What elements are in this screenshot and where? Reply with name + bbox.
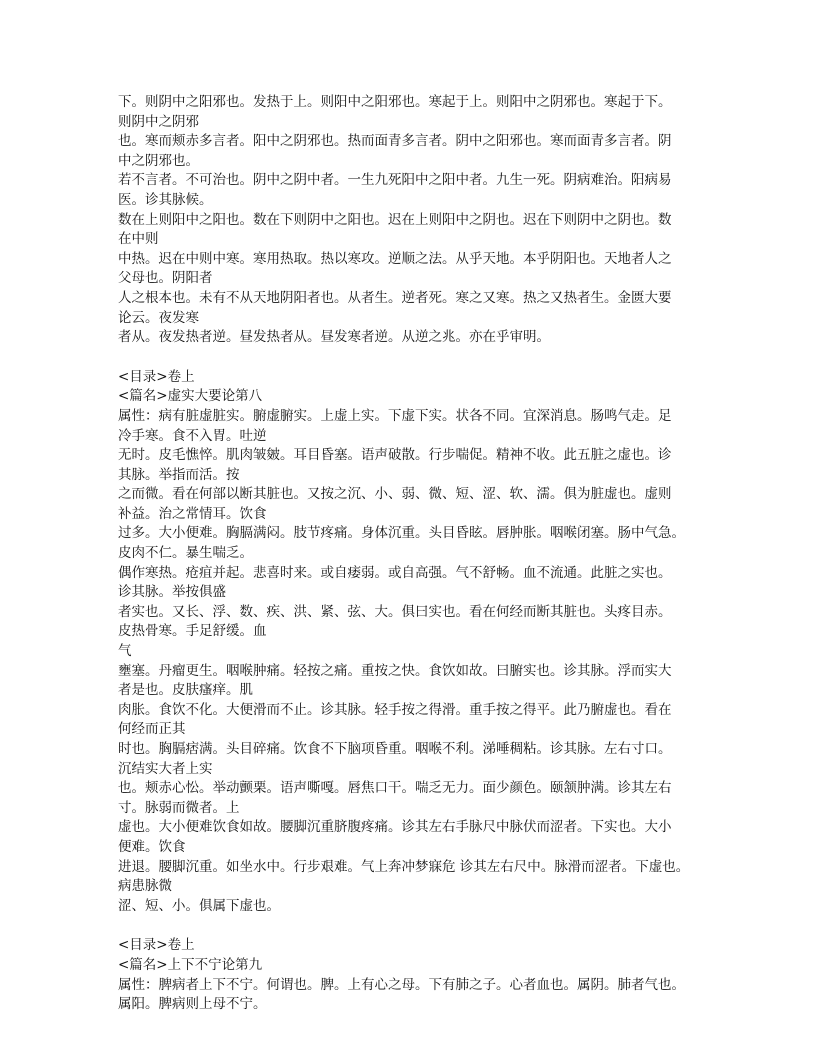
text-line: 壅塞。丹瘤更生。咽喉肿痛。轻按之痛。重按之快。食饮如故。曰腑实也。诊其脉。浮而实大 [118,662,672,679]
chapter-heading: <篇名>虚实大要论第八 [118,388,263,405]
text-line: 无时。皮毛憔悴。肌肉皱皴。耳目昏塞。语声破散。行步喘促。精神不收。此五脏之虚也。诊 [118,447,672,464]
text-line: 偶作寒热。疮疽并起。悲喜时来。或自痿弱。或自高强。气不舒畅。血不流通。此脏之实也。 [118,564,672,581]
text-line: 人之根本也。未有不从天地阴阳者也。从者生。逆者死。寒之又寒。热之又热者生。金匮大要 [118,289,672,306]
text-line: 皮热骨寒。手足舒缓。血 [118,623,267,640]
chapter-heading: <篇名>上下不宁论第九 [118,956,263,973]
text-line: 也。颊赤心忪。举动颤栗。语声嘶嘎。唇焦口干。喘乏无力。面少颜色。颐颔肿满。诊其左右 [118,780,672,797]
text-block-2 [118,368,702,917]
text-line: 肉胀。食饮不化。大便滑而不止。诊其脉。轻手按之得滑。重手按之得平。此乃腑虚也。看在 [118,701,672,718]
text-line: 中之阴邪也。 [118,152,199,169]
text-block-3 [118,936,702,1014]
text-line: 属阳。脾病则上母不宁。 [118,996,267,1013]
text-line: 冷手寒。食不入胃。吐逆 [118,427,267,444]
text-line: 过多。大小便难。胸膈满闷。肢节疼痛。身体沉重。头目昏眩。唇肿胀。咽喉闭塞。肠中气急。 [118,525,685,542]
text-line: 论云。夜发寒 [118,309,199,326]
text-line: 便难。饮食 [118,838,186,855]
text-line: 进退。腰脚沉重。如坐水中。行步艰难。气上奔冲梦寐危 诊其左右尺中。脉滑而涩者。下虚也。 [118,858,690,875]
text-line: 者实也。又长、浮、数、疾、洪、紧、弦、大。俱曰实也。看在何经而断其脏也。头疼目赤。 [118,603,672,620]
text-line: 父母也。阴阳者 [118,270,213,287]
text-line: 医。诊其脉候。 [118,191,213,208]
text-line: 若不言者。不可治也。阴中之阴中者。一生九死阳中之阳中者。九生一死。阴病难治。阳病易 [118,172,672,189]
text-line: 则阴中之阴邪 [118,113,199,130]
catalog-heading: <目录>卷上 [118,937,195,954]
text-line: 皮肉不仁。暴生喘乏。 [118,545,253,562]
paragraph-gap [118,348,702,368]
text-line: 者是也。皮肤瘙痒。肌 [118,682,253,699]
text-line: 中热。迟在中则中寒。寒用热取。热以寒攻。逆顺之法。从乎天地。本乎阴阳也。天地者人之 [118,250,672,267]
text-line: 之而微。看在何部以断其脏也。又按之沉、小、弱、微、短、涩、软、濡。俱为脏虚也。虚则 [118,486,672,503]
text-block-1 [118,93,702,348]
text-line: 何经而正其 [118,721,186,738]
text-line: 补益。治之常情耳。饮食 [118,505,267,522]
text-line: 下。则阴中之阳邪也。发热于上。则阳中之阳邪也。寒起于上。则阳中之阴邪也。寒起于下。 [118,94,672,110]
text-line: 在中则 [118,231,159,248]
text-line: 涩、短、小。俱属下虚也。 [118,897,280,914]
text-line: 气 [118,643,132,660]
paragraph-gap [118,916,702,936]
text-line: 虚也。大小便难饮食如故。腰脚沉重脐腹疼痛。诊其左右手脉尺中脉伏而涩者。下实也。大小 [118,819,672,836]
text-line: 诊其脉。举按俱盛 [118,584,226,601]
text-line: 属性：病有脏虚脏实。腑虚腑实。上虚上实。下虚下实。状各不同。宜深消息。肠鸣气走。足 [118,407,672,424]
text-line: 病患脉微 [118,878,172,895]
text-line: 也。寒而颊赤多言者。阳中之阴邪也。热而面青多言者。阴中之阳邪也。寒而面青多言者。阴 [118,133,672,150]
text-line: 其脉。举指而活。按 [118,466,240,483]
catalog-heading: <目录>卷上 [118,368,195,385]
document-page [118,93,702,1015]
text-line: 时也。胸膈痞满。头目碎痛。饮食不下脑项昏重。咽喉不利。涕唾稠粘。诊其脉。左右寸口。 [118,741,672,757]
text-line: 寸。脉弱而微者。上 [118,799,240,816]
text-line: 者从。夜发热者逆。昼发热者从。昼发寒者逆。从逆之兆。亦在乎审明。 [118,329,550,346]
text-line: 数在上则阳中之阳也。数在下则阴中之阳也。迟在上则阳中之阴也。迟在下则阴中之阴也。数 [118,211,672,228]
text-line: 沉结实大者上实 [118,760,213,777]
text-line: 属性：脾病者上下不宁。何谓也。脾。上有心之母。下有肺之子。心者血也。属阴。肺者气也。 [118,976,685,993]
